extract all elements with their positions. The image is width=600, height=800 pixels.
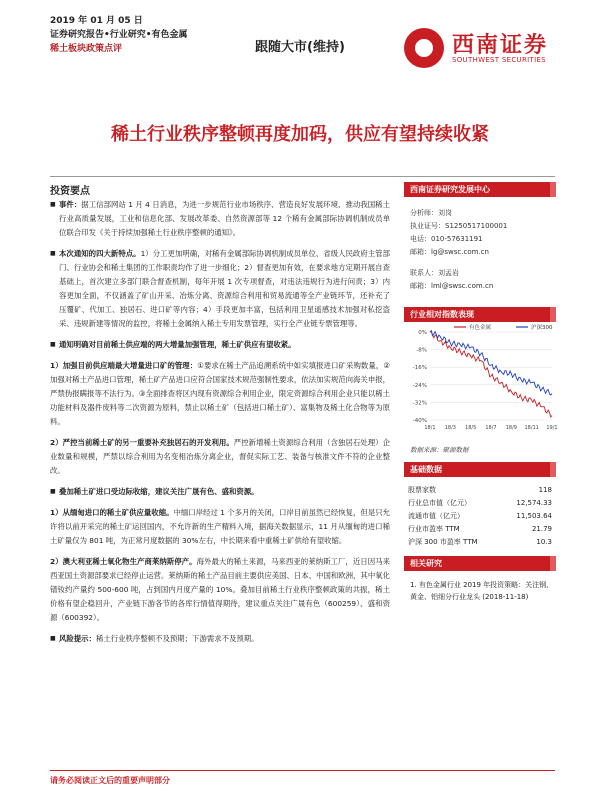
report-title: 稀土行业秩序整顿再度加码，供应有望持续收紧 — [111, 124, 489, 145]
basic-data-row — [404, 509, 556, 522]
x-tick-label: 18/5 — [465, 425, 477, 431]
contact-email[interactable]: 邮箱：lml@swsc.com.cn — [410, 282, 494, 290]
basic-data-row — [404, 483, 556, 496]
footer-disclaimer: 请务必阅读正文后的重要声明部分 — [50, 776, 170, 785]
legend-label: 沪深300 — [531, 325, 553, 331]
divider — [50, 176, 555, 177]
x-tick-label: 18/11 — [524, 425, 539, 431]
report-date: 2019 年 01 月 05 日 — [50, 16, 143, 26]
y-tick-label: 0% — [418, 330, 427, 336]
lead: 2）严控当前稀土矿的另一重要补充独居石的开发利用。 — [50, 438, 234, 447]
legend-label: 有色金属 — [469, 325, 492, 331]
analyst-name: 分析师：刘岗 — [410, 209, 452, 217]
series-line-0 — [430, 331, 552, 418]
y-tick-label: -24% — [412, 382, 427, 389]
brand-logo — [404, 26, 574, 72]
text: ①要求在稀土产品追溯系统中如实填报进口矿采购数量，②加强对稀土产品进口管理，稀土矿产品进口应符合国家技术规范强制性要求，依法加实规范向海关申报，严禁伪报瞒报等不法行为。③全面排查将区内现有资源综合利用企业，限定资源综合利用企业只能以稀土功能材料及器件废料等二次资源为原料，禁止以稀土矿（包括进口稀土矿）、富集物及稀土化合物等为原料。 — [50, 361, 390, 426]
analyst-phone: 电话：010-57631191 — [410, 235, 483, 243]
basic-data-label: 股票家数 — [408, 485, 436, 494]
lead: 风险提示： — [59, 634, 96, 643]
basic-data-value: 11,503.64 — [516, 511, 552, 520]
report-type: 证券研究报告•行业研究•有色金属 — [50, 30, 188, 40]
text: 中缅口岸经过 1 个多月的关闭，口岸目前虽然已经恢复，但是只允许将以前开采完的稀土矿运回国内，不允许新的生产精料入境，据海关数据显示，11 月从缅甸的进口稀土矿量仅为 801 吨，为正常月度数据的 30%左右，中长期来看中重稀土矿供给有望收缩。 — [50, 508, 390, 545]
paragraph-monazite — [50, 436, 390, 478]
logo-name-cn: 西南证券 — [452, 33, 549, 58]
x-tick-label: 18/1 — [424, 425, 436, 431]
x-tick-label: 18/3 — [444, 425, 456, 431]
paragraph-risk — [50, 632, 390, 646]
lead: 2）澳大利亚稀土氧化物生产商莱纳斯停产。 — [50, 557, 197, 566]
research-title: 相关研究 — [404, 556, 556, 571]
paragraph-import-mgmt — [50, 359, 390, 429]
text: 海外最大的稀土来源，马来西亚的莱纳斯工厂，近日因马来西亚国土资源部要求已经停止运营。莱纳斯的稀土产品目前主要供应美国、日本、中国和欧洲，其中氧化镨钕约产量约 500-600 吨，占到国内月度产量的 10%。叠加目前稀土行业秩序整顿政策的共振，稀土价格有望企稳回升，产业链下游各节的各库行情值得期待，建议重点关注广晟有色（600259）、盛和资源（600392）。 — [50, 557, 390, 622]
x-tick-label: 18/9 — [505, 425, 517, 431]
basic-data-value: 12,574.33 — [516, 498, 552, 507]
text: 稀土行业秩序整顿不及预期；下游需求不及预期。 — [95, 634, 259, 643]
paragraph-recommend: ■ 叠加稀土矿进口受边际收缩，建议关注广晟有色、盛和资源。 — [50, 485, 390, 499]
section-heading: 投资要点 — [50, 186, 90, 197]
basic-data-value: 118 — [538, 485, 552, 494]
lead: 事件： — [59, 200, 82, 209]
chart-svg — [404, 322, 556, 442]
paragraph-myanmar — [50, 506, 390, 548]
y-tick-label: -40% — [412, 418, 427, 424]
report-series: 稀土板块政策点评 — [50, 44, 123, 54]
paragraph-features — [50, 247, 390, 331]
chart-source: 数据来源：聚源数据 — [410, 446, 469, 454]
y-tick-label: -8% — [416, 347, 427, 354]
y-tick-label: -16% — [412, 365, 427, 372]
analyst-email[interactable]: 邮箱：lg@swsc.com.cn — [410, 248, 489, 256]
lead: 本次通知的四大新特点。 — [59, 249, 141, 258]
report-header — [50, 14, 188, 56]
relative-index-chart — [404, 322, 556, 442]
paragraph-event — [50, 198, 390, 240]
paragraph-supply: ■ 通知明确对目前稀土供应端的两大增量加强管理，稀土矿供应有望收紧。 — [50, 338, 390, 352]
contact-name: 联系人：刘孟岩 — [410, 269, 459, 277]
x-tick-label: 19/1 — [546, 425, 558, 431]
basic-data-label: 行业市盈率 TTM — [408, 524, 460, 533]
x-tick-label: 18/7 — [485, 425, 497, 431]
paragraph-lynas — [50, 555, 390, 625]
chart-title: 行业相对指数表现 — [404, 307, 556, 322]
analyst-cert: 执业证号：S1250517100001 — [410, 222, 508, 230]
y-tick-label: -32% — [412, 400, 427, 407]
basic-data-row — [404, 496, 556, 509]
basic-data-value: 21.79 — [531, 524, 552, 533]
text: 1）分工更加明确，对稀有金属部际协调机制成员单位、省级人民政府主管部门、行业协会和稀土集团的工作职责均作了进一步细化；2）督查更加有效，在要求地方定期开展自查基础上，首次建立多部门联合督查机制，每年开展 1 次专项督查，对违法违规行为进行问责；3）内容更加全面，不仅涵盖了矿山开采、冶炼分离、资源综合利用和贸易流通等全产业链环节，还补充了压覆矿、代加工、独居石、进口矿等内容；4）手段更加丰富，包括利用卫星遥感技术加强对私挖盗采、违规新建等情况的监控，将稀土金属纳入稀土专用发票管理，实行全产业链专票管理等。 — [59, 249, 390, 328]
logo-mark-icon — [404, 28, 444, 68]
analyst-contact — [404, 197, 556, 293]
basic-data-row — [404, 522, 556, 535]
basic-data-title: 基础数据 — [404, 462, 556, 477]
org-title: 西南证券研究发展中心 — [404, 182, 556, 197]
text: 严控新增稀土资源综合利用（含独居石处理）企业数量和规模，严禁以综合利用为名变相冶炼分离企业，督促实际工艺、装备与核准文件不符的企业整改。 — [50, 438, 390, 475]
lead: 1）加强目前供应端最大增量进口矿的管理： — [50, 361, 198, 370]
text: 据工信部网站 1 月 4 日消息，为进一步规范行业市场秩序、营造良好发展环境、推动我国稀土行业高质量发展，工业和信息化部、发展改革委、自然资源部等 12 个稀有金属部际协调机制成员单位联合印发《关于持续加强稀土行业秩序整顿的通知》。 — [59, 200, 390, 237]
rating: 跟随大市(维持) — [255, 40, 345, 55]
lead: 1）从缅甸进口的稀土矿供应量收缩。 — [50, 508, 174, 517]
research-item[interactable]: 1. 有色金属行业 2019 年投资策略：关注钢、黄金、铝细分行业龙头 (2018-11-18) — [410, 581, 554, 601]
basic-data-value: 10.3 — [536, 537, 552, 546]
basic-data-label: 流通市值（亿元） — [408, 511, 464, 520]
basic-data-table — [404, 483, 556, 548]
sidebar — [404, 182, 556, 603]
basic-data-label: 行业总市值（亿元） — [408, 498, 471, 507]
main-body — [50, 198, 390, 653]
basic-data-row — [404, 535, 556, 548]
footer-line — [50, 770, 555, 771]
series-line-1 — [430, 331, 552, 395]
basic-data-label: 沪深 300 市盈率 TTM — [408, 537, 478, 546]
logo-name-en: SOUTHWEST SECURITIES — [452, 56, 546, 64]
